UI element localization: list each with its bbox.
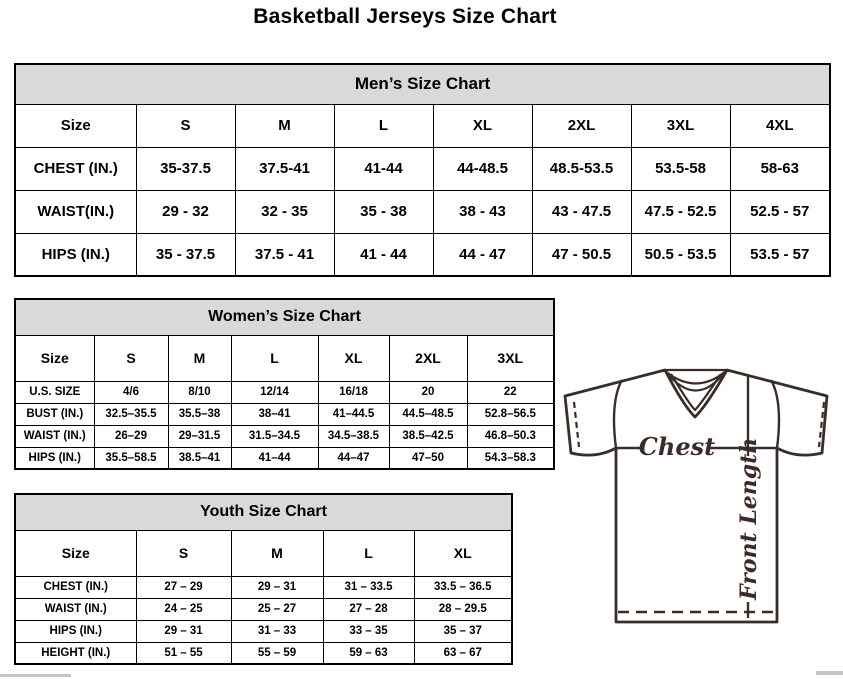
womens-column-header: M: [168, 335, 231, 381]
mens-value-cell: 53.5 - 57: [730, 233, 830, 276]
mens-column-header: M: [235, 104, 334, 147]
youth-value-cell: 59 – 63: [323, 642, 414, 664]
mens-column-header: XL: [433, 104, 532, 147]
womens-table-row: [15, 447, 554, 469]
mens-column-header: 3XL: [631, 104, 730, 147]
youth-value-cell: 24 – 25: [136, 598, 231, 620]
youth-table-row: [15, 620, 512, 642]
womens-value-cell: 35.5–58.5: [94, 447, 168, 469]
page-title: Basketball Jerseys Size Chart: [253, 5, 557, 28]
youth-chart-title: Youth Size Chart: [15, 494, 512, 530]
womens-table-row: [15, 403, 554, 425]
womens-value-cell: 38.5–42.5: [389, 425, 467, 447]
mens-value-cell: 41 - 44: [334, 233, 433, 276]
youth-row-label: HIPS (IN.): [15, 620, 136, 642]
youth-column-header: Size: [15, 530, 136, 576]
mens-chart-title: Men’s Size Chart: [15, 64, 830, 104]
mens-column-header: 2XL: [532, 104, 631, 147]
mens-size-table: [14, 63, 831, 277]
youth-row-label: HEIGHT (IN.): [15, 642, 136, 664]
womens-row-label: WAIST (IN.): [15, 425, 94, 447]
mens-column-header: 4XL: [730, 104, 830, 147]
mens-table-row: [15, 190, 830, 233]
front-length-label: Front Length: [736, 437, 762, 600]
youth-row-label: CHEST (IN.): [15, 576, 136, 598]
youth-size-table: [14, 493, 513, 665]
youth-column-header: L: [323, 530, 414, 576]
mens-value-cell: 50.5 - 53.5: [631, 233, 730, 276]
womens-chart-title: Women’s Size Chart: [15, 299, 554, 335]
womens-value-cell: 38.5–41: [168, 447, 231, 469]
mens-value-cell: 35-37.5: [136, 147, 235, 190]
youth-column-header: XL: [414, 530, 512, 576]
youth-value-cell: 33.5 – 36.5: [414, 576, 512, 598]
mens-column-header: S: [136, 104, 235, 147]
mens-value-cell: 37.5 - 41: [235, 233, 334, 276]
youth-table-row: [15, 576, 512, 598]
womens-column-header: 3XL: [467, 335, 554, 381]
mens-value-cell: 37.5-41: [235, 147, 334, 190]
womens-column-header: S: [94, 335, 168, 381]
womens-value-cell: 16/18: [318, 381, 389, 403]
horizontal-scrollbar-fragment-right[interactable]: [816, 671, 843, 675]
youth-table-row: [15, 642, 512, 664]
youth-value-cell: 31 – 33: [231, 620, 323, 642]
mens-value-cell: 47.5 - 52.5: [631, 190, 730, 233]
mens-value-cell: 35 - 37.5: [136, 233, 235, 276]
youth-value-cell: 25 – 27: [231, 598, 323, 620]
mens-row-label: CHEST (IN.): [15, 147, 136, 190]
womens-value-cell: 52.8–56.5: [467, 403, 554, 425]
mens-value-cell: 52.5 - 57: [730, 190, 830, 233]
mens-value-cell: 41-44: [334, 147, 433, 190]
womens-value-cell: 32.5–35.5: [94, 403, 168, 425]
mens-value-cell: 32 - 35: [235, 190, 334, 233]
mens-value-cell: 38 - 43: [433, 190, 532, 233]
youth-column-header: M: [231, 530, 323, 576]
womens-column-header: L: [231, 335, 318, 381]
womens-value-cell: 20: [389, 381, 467, 403]
womens-value-cell: 47–50: [389, 447, 467, 469]
womens-value-cell: 22: [467, 381, 554, 403]
womens-value-cell: 8/10: [168, 381, 231, 403]
youth-value-cell: 29 – 31: [231, 576, 323, 598]
womens-value-cell: 44–47: [318, 447, 389, 469]
youth-value-cell: 27 – 28: [323, 598, 414, 620]
mens-value-cell: 53.5-58: [631, 147, 730, 190]
youth-value-cell: 55 – 59: [231, 642, 323, 664]
mens-row-label: WAIST(IN.): [15, 190, 136, 233]
womens-value-cell: 35.5–38: [168, 403, 231, 425]
mens-row-label: HIPS (IN.): [15, 233, 136, 276]
mens-column-header: L: [334, 104, 433, 147]
horizontal-scrollbar-fragment-left[interactable]: [0, 674, 71, 677]
womens-row-label: U.S. SIZE: [15, 381, 94, 403]
mens-value-cell: 47 - 50.5: [532, 233, 631, 276]
womens-value-cell: 29–31.5: [168, 425, 231, 447]
womens-value-cell: 41–44.5: [318, 403, 389, 425]
womens-value-cell: 46.8–50.3: [467, 425, 554, 447]
youth-value-cell: 51 – 55: [136, 642, 231, 664]
chest-label: Chest: [638, 432, 716, 461]
youth-column-header: S: [136, 530, 231, 576]
youth-value-cell: 29 – 31: [136, 620, 231, 642]
womens-column-header: Size: [15, 335, 94, 381]
mens-value-cell: 58-63: [730, 147, 830, 190]
youth-value-cell: 31 – 33.5: [323, 576, 414, 598]
youth-value-cell: 27 – 29: [136, 576, 231, 598]
womens-value-cell: 38–41: [231, 403, 318, 425]
womens-value-cell: 44.5–48.5: [389, 403, 467, 425]
mens-value-cell: 43 - 47.5: [532, 190, 631, 233]
womens-row-label: BUST (IN.): [15, 403, 94, 425]
mens-value-cell: 29 - 32: [136, 190, 235, 233]
mens-value-cell: 35 - 38: [334, 190, 433, 233]
jersey-diagram: [558, 360, 840, 660]
womens-table-row: [15, 425, 554, 447]
womens-value-cell: 26–29: [94, 425, 168, 447]
womens-value-cell: 31.5–34.5: [231, 425, 318, 447]
womens-size-table: [14, 298, 555, 470]
womens-value-cell: 12/14: [231, 381, 318, 403]
mens-column-header: Size: [15, 104, 136, 147]
youth-row-label: WAIST (IN.): [15, 598, 136, 620]
womens-table-row: [15, 381, 554, 403]
youth-table-row: [15, 598, 512, 620]
womens-value-cell: 4/6: [94, 381, 168, 403]
womens-value-cell: 54.3–58.3: [467, 447, 554, 469]
mens-value-cell: 48.5-53.5: [532, 147, 631, 190]
womens-value-cell: 34.5–38.5: [318, 425, 389, 447]
mens-value-cell: 44-48.5: [433, 147, 532, 190]
jersey-outline-icon: [558, 360, 840, 660]
womens-column-header: 2XL: [389, 335, 467, 381]
youth-value-cell: 33 – 35: [323, 620, 414, 642]
mens-table-row: [15, 233, 830, 276]
youth-value-cell: 63 – 67: [414, 642, 512, 664]
womens-row-label: HIPS (IN.): [15, 447, 94, 469]
mens-value-cell: 44 - 47: [433, 233, 532, 276]
youth-value-cell: 35 – 37: [414, 620, 512, 642]
womens-value-cell: 41–44: [231, 447, 318, 469]
mens-table-row: [15, 147, 830, 190]
youth-value-cell: 28 – 29.5: [414, 598, 512, 620]
womens-column-header: XL: [318, 335, 389, 381]
